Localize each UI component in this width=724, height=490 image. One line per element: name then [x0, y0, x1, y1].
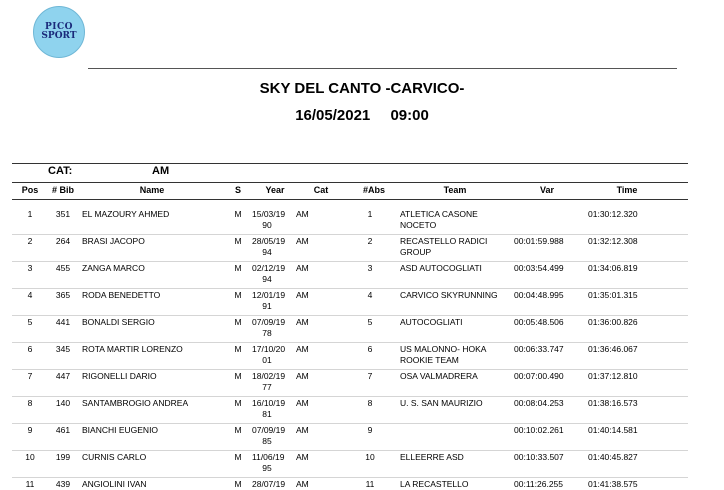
cell-cat: AM	[296, 371, 309, 381]
cell-abs: 7	[367, 371, 373, 381]
col-abs: #Abs	[362, 185, 385, 195]
cell-bib: 199	[55, 452, 71, 462]
cell-year: 17/10/20 01	[252, 344, 286, 365]
col-cat: Cat	[313, 185, 329, 195]
cell-pos: 5	[27, 317, 33, 327]
cell-bib: 365	[55, 290, 71, 300]
row-separator	[12, 342, 688, 343]
cell-name: ANGIOLINI IVAN	[82, 479, 147, 489]
cell-pos: 8	[27, 398, 33, 408]
cell-bib: 351	[55, 209, 71, 219]
event-datetime	[0, 107, 724, 124]
cell-year: 28/07/19	[252, 479, 286, 489]
cell-pos: 10	[25, 452, 35, 462]
cell-time: 01:38:16.573	[588, 398, 638, 408]
cell-year: 11/06/19 95	[252, 452, 285, 473]
cell-name: ROTA MARTIR LORENZO	[82, 344, 183, 354]
row-separator	[12, 234, 688, 235]
cell-time: 01:36:00.826	[588, 317, 638, 327]
cell-time: 01:35:01.315	[588, 290, 638, 300]
cell-cat: AM	[296, 425, 309, 435]
cell-team: LA RECASTELLO	[400, 479, 469, 489]
cell-team: U. S. SAN MAURIZIO	[400, 398, 483, 408]
cell-team: RECASTELLO RADICI GROUP	[400, 236, 488, 257]
cell-bib: 140	[55, 398, 71, 408]
cell-abs: 3	[367, 263, 373, 273]
cell-pos: 4	[27, 290, 33, 300]
cell-s: M	[234, 425, 242, 435]
cell-time: 01:37:12.810	[588, 371, 638, 381]
table-header	[12, 185, 688, 199]
event-title: SKY DEL CANTO -CARVICO-	[259, 80, 465, 97]
event-date: 16/05/2021	[295, 107, 371, 124]
cell-var: 00:07:00.490	[514, 371, 564, 381]
cell-var: 00:04:48.995	[514, 290, 564, 300]
col-name: Name	[139, 185, 165, 195]
col-var: Var	[539, 185, 554, 195]
cell-team: OSA VALMADRERA	[400, 371, 478, 381]
cell-time: 01:40:14.581	[588, 425, 638, 435]
cell-team: CARVICO SKYRUNNING	[400, 290, 498, 300]
cell-abs: 5	[367, 317, 373, 327]
cell-bib: 447	[55, 371, 71, 381]
category-rule	[12, 182, 688, 183]
cell-year: 12/01/19 91	[252, 290, 286, 311]
cell-s: M	[234, 452, 242, 462]
row-separator	[12, 450, 688, 451]
cell-var: 00:10:02.261	[514, 425, 564, 435]
cell-time: 01:32:12.308	[588, 236, 638, 246]
cell-cat: AM	[296, 479, 309, 489]
cell-pos: 9	[27, 425, 33, 435]
cell-s: M	[234, 263, 242, 273]
cell-var: 00:01:59.988	[514, 236, 564, 246]
row-separator	[12, 369, 688, 370]
cell-year: 02/12/19 94	[252, 263, 286, 284]
cell-bib: 345	[55, 344, 71, 354]
col-year: Year	[265, 185, 285, 195]
row-separator	[12, 315, 688, 316]
cell-abs: 4	[367, 290, 373, 300]
cell-team: ATLETICA CASONE NOCETO	[400, 209, 478, 230]
header-rule	[12, 199, 688, 200]
cell-name: BONALDI SERGIO	[82, 317, 155, 327]
cell-pos: 3	[27, 263, 33, 273]
logo-text-line2: SPORT	[41, 31, 77, 41]
cell-abs: 2	[367, 236, 373, 246]
cell-name: RODA BENEDETTO	[82, 290, 161, 300]
table-top-rule	[12, 163, 688, 164]
cell-abs: 10	[365, 452, 375, 462]
logo-text-line1: PICO	[45, 22, 73, 32]
col-s: S	[234, 185, 241, 195]
cell-team: ASD AUTOCOGLIATI	[400, 263, 482, 273]
cell-s: M	[234, 290, 242, 300]
cell-year: 16/10/19 81	[252, 398, 286, 419]
cell-s: M	[234, 398, 242, 408]
cell-name: SANTAMBROGIO ANDREA	[82, 398, 189, 408]
cell-s: M	[234, 209, 242, 219]
cell-cat: AM	[296, 209, 309, 219]
cell-time: 01:41:38.575	[588, 479, 638, 489]
row-separator	[12, 423, 688, 424]
cell-bib: 441	[55, 317, 71, 327]
cell-bib: 439	[55, 479, 71, 489]
cell-time: 01:30:12.320	[588, 209, 638, 219]
cell-var: 00:08:04.253	[514, 398, 564, 408]
cell-pos: 11	[25, 479, 35, 489]
cell-cat: AM	[296, 452, 309, 462]
row-separator	[12, 261, 688, 262]
col-team: Team	[443, 185, 467, 195]
cell-name: BRASI JACOPO	[82, 236, 145, 246]
cell-name: RIGONELLI DARIO	[82, 371, 157, 381]
cell-s: M	[234, 371, 242, 381]
category-row	[12, 165, 688, 181]
cell-team: ELLEERRE ASD	[400, 452, 464, 462]
cell-s: M	[234, 479, 242, 489]
cell-pos: 6	[27, 344, 33, 354]
cell-year: 28/05/19 94	[252, 236, 286, 257]
cell-var: 00:10:33.507	[514, 452, 564, 462]
cell-cat: AM	[296, 236, 309, 246]
cell-abs: 9	[367, 425, 373, 435]
cell-year: 15/03/19 90	[252, 209, 286, 230]
cell-bib: 461	[55, 425, 71, 435]
cell-pos: 1	[27, 209, 33, 219]
row-separator	[12, 288, 688, 289]
cell-var: 00:06:33.747	[514, 344, 564, 354]
cell-s: M	[234, 317, 242, 327]
cell-team: AUTOCOGLIATI	[400, 317, 463, 327]
cell-bib: 455	[55, 263, 71, 273]
cell-cat: AM	[296, 263, 309, 273]
cell-abs: 8	[367, 398, 373, 408]
cell-time: 01:34:06.819	[588, 263, 638, 273]
cell-abs: 11	[365, 479, 375, 489]
cell-pos: 7	[27, 371, 33, 381]
cell-team: US MALONNO- HOKA ROOKIE TEAM	[400, 344, 486, 365]
cell-s: M	[234, 344, 242, 354]
cell-cat: AM	[296, 344, 309, 354]
cell-year: 07/09/19 78	[252, 317, 286, 338]
row-separator	[12, 396, 688, 397]
header-divider	[88, 68, 677, 69]
cell-var: 00:05:48.506	[514, 317, 564, 327]
row-separator	[12, 477, 688, 478]
cell-cat: AM	[296, 290, 309, 300]
cell-year: 18/02/19 77	[252, 371, 286, 392]
cell-name: CURNIS CARLO	[82, 452, 147, 462]
cell-var: 00:03:54.499	[514, 263, 564, 273]
pico-sport-logo	[33, 6, 85, 58]
cell-var: 00:11:26.255	[514, 479, 563, 489]
col-time: Time	[616, 185, 638, 195]
category-label: CAT:	[48, 165, 73, 177]
cell-name: EL MAZOURY AHMED	[82, 209, 170, 219]
cell-abs: 6	[367, 344, 373, 354]
cell-name: ZANGA MARCO	[82, 263, 145, 273]
category-value: AM	[152, 165, 170, 177]
cell-bib: 264	[55, 236, 71, 246]
event-time: 09:00	[390, 107, 429, 124]
cell-cat: AM	[296, 398, 309, 408]
col-bib: # Bib	[51, 185, 74, 195]
cell-cat: AM	[296, 317, 309, 327]
cell-time: 01:36:46.067	[588, 344, 638, 354]
cell-year: 07/09/19 85	[252, 425, 286, 446]
col-pos: Pos	[21, 185, 39, 195]
cell-name: BIANCHI EUGENIO	[82, 425, 159, 435]
cell-time: 01:40:45.827	[588, 452, 638, 462]
cell-abs: 1	[367, 209, 373, 219]
cell-pos: 2	[27, 236, 33, 246]
cell-s: M	[234, 236, 242, 246]
